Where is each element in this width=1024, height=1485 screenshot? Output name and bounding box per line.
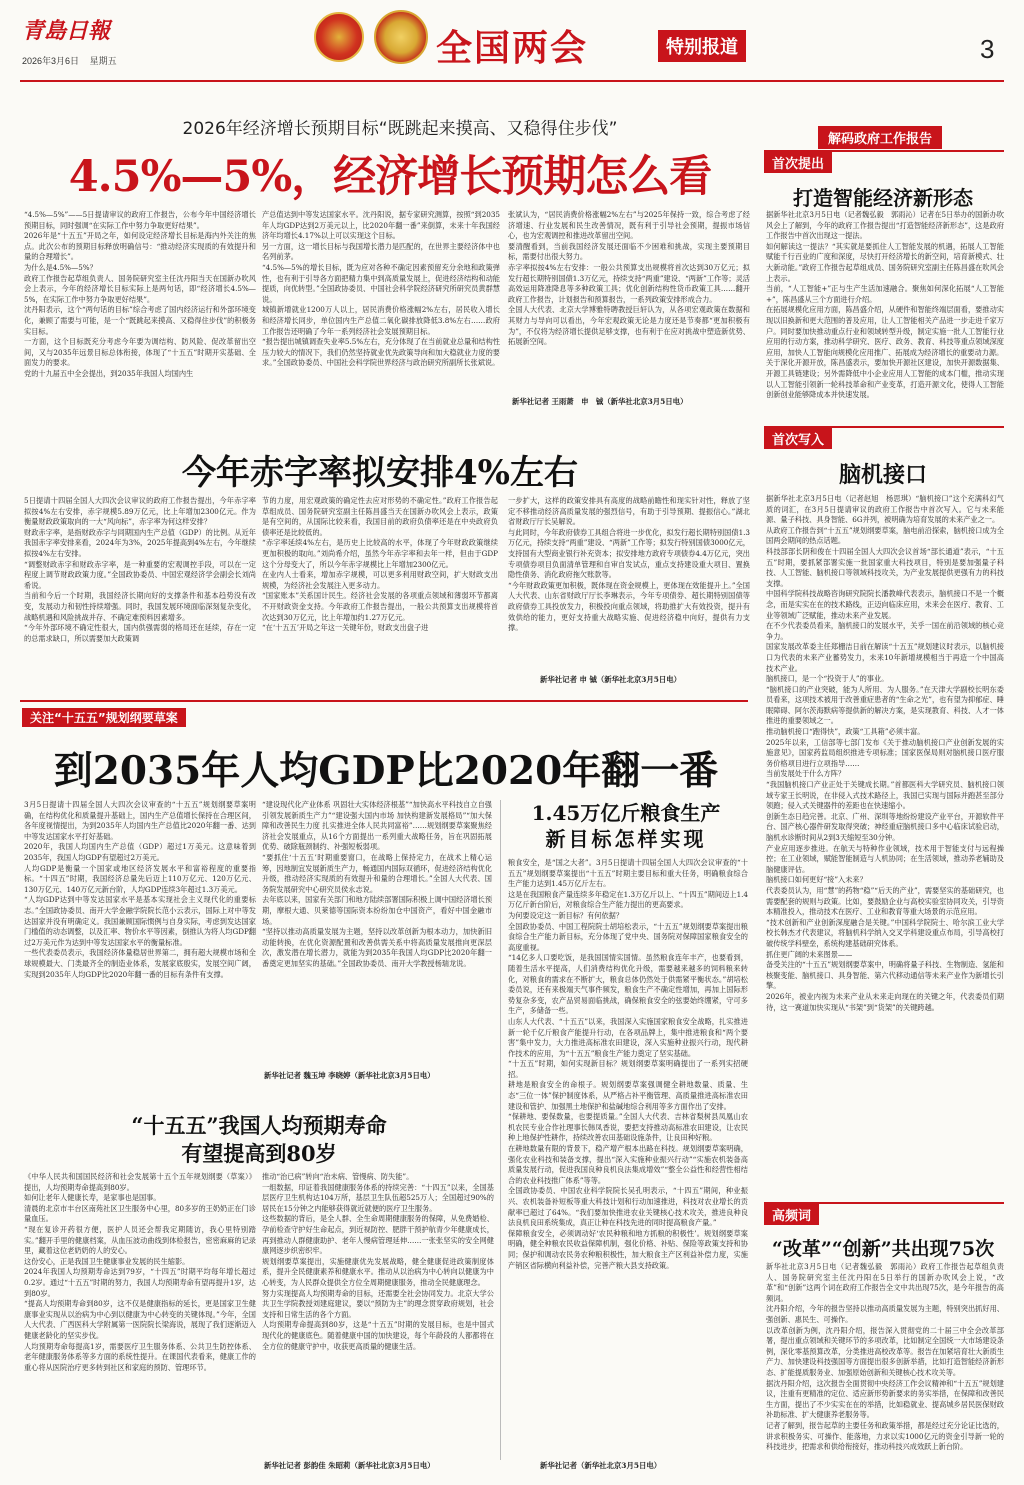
s2-tag: 首次写入 [764, 428, 832, 449]
top-story-col3-text: 张斌认为，“居民消费价格涨幅2%左右”与2025年保持一致，综合考虑了经济增速、行业发展和民生改善情况，既有利于引导社会预期，提振市场信心，也为宏观调控和推进改革留出空间。 要清醒看到，当前我国经济发展还面临不少困难和挑战，实现主要预期目标，需要付出很大努力。 赤字率拟按4%左右安排：一般公共预算支出规模将首次达到30万亿元；拟发行超长期特别国债1.3万亿元，持续支持“两重”建设、“两新”工作等；灵活高效运用降准降息等多种政策工具；优化创新结构性货币政策工具……翻开政府工作报告，计划报告和预算报告，一系列政策安排形成合力。 全国人大代表、北京大学博雅特聘教授巨轩认为，从各项宏观政策在数据和其财力与导向可以看出，今年宏观政策无论是力度还是节奏都“更加积极有为”，不仅将为经济增长提供足够支撑，也有利于在应对挑战中塑造新优势、拓展新空间。 [508, 210, 750, 347]
grain-headline [506, 800, 746, 852]
masthead [0, 0, 1024, 84]
top-story-col3 [508, 210, 750, 406]
gdp-col2 [262, 800, 492, 1066]
newspaper-logo [22, 14, 111, 44]
gdp-col1 [24, 800, 256, 1090]
s2-body [766, 494, 1004, 1190]
life-col1-text: 《中华人民共和国国民经济和社会发展第十五个五年规划纲要（草案）》提出，人均预期寿命提高到80岁。 如何让老年人健康长寿，是家事也是国事。 清晨的北京市丰台区南苑社区卫生服务中心里，80多岁的王奶奶正在门诊量血压。 “现在复诊开药很方便，医护人员还会帮我定期随访，我心里特别踏实。”翻开手里的健康档案，从血压波动曲线到体检报告，密密麻麻的记录里，藏着这位老奶奶的人的安心。 这份安心，正是我国卫生健康事业发展的民生缩影。 2024年我国人均预期寿命达到79岁，“十四五”时期平均每年增长超过0.2岁。通过“十五五”时期的努力，我国人均预期寿命有望再提升1岁，达到80岁。 “提高人均预期寿命到80岁，这不仅是健康指标的延长，更是国家卫生健康事业实现从以治病为中心到以健康为中心转变的关键体现。”今年，全国人大代表、广西医科大学附属第一医院院长梁海说，展现了我们逐渐迈入健康老龄化的坚实步伐。 人均预期寿命每提高1岁，需要医疗卫生服务体系、公共卫生防控体系、老年健康服务体系等多方面的系统性提升。在课国代表看来，健康工作的重心将从医院治疗更多转到社区和家庭的预防、管理环节。 [24, 1172, 256, 1372]
deficit-col1 [24, 496, 256, 686]
grain-divider [500, 800, 501, 1460]
s2-body-text: 据新华社北京3月5日电（记者赵旭 杨思琪）“脑机接口”这个充满科幻气质的词汇，在3月5日提请审议的政府工作报告中首次写入。它与未来能源、量子科技、具身智能、6G并列，被明确为培育发展的未来产业之一。 从政府工作报告到“十五五”规划纲要草案，脑电前沿探索，脑机接口成为全国两会期间的热点话题。 科技部部长阴和俊在十四届全国人大四次会议首场“部长通道”表示，“十五五”时期，要抓紧部署实施一批国家重大科技项目，特别是要加强量子科技、人工智能、脑机接口等领域科技攻关，为产业发展提供更强有力的科技支撑。 中国科学院科技战略咨询研究院院长潘教峰代表表示，脑机接口不是一个概念，而是实实在在的技术路线，正迈向临床应用，未来会在医疗、教育、工业等领域广泛赋能，推动未来产业发展。 在不少代表委员看来，脑机接口的发展水平，关乎一国在前沿领域的核心竞争力。 国家发展改革委主任郑栅洁日前在解读“十五五”规划建议时表示，以脑机接口为代表的未来产业蓄势发力，未来10年新增规模相当于再造一个中国高技术产业。 脑机接口，是一个“投资于人”的事业。 “脑机接口的产业突破，能为人所用、为人服务。”在天津大学副校长明东委员看来，这项技术被用于改善重症患者的“生命之光”，也有望为抑郁症、睡眠障碍、阿尔茨海默病等提供新的解决方案，是实现教育、科技、人才一体推进的重要领域之一。 推动脑机接口“跑得快”，政策“工具箱”必须丰富。 2025年以来，工信部等七部门发布《关于推动脑机接口产业创新发展的实施意见》，国家药监局组织推进专项标准；国家医保局则对脑机接口医疗服务价格项目进行立项指导…… 当前发展处于什么方阵？ “我国脑机接口产业正处于关键成长期。”首都医科大学研究员、脑机接口领域专家王长明说，在非侵入式技术路径上，我国已实现与国际并跑甚至部分领跑；侵入式关键器件的差距也在快速缩小。 创新生态日趋完善。北京、广州、深圳等地纷纷建设产业平台，开源软件平台、国产核心器件研发取得突破；神经重症脑机接口多中心临床试验启动，脑机水诊断时间从2到3天缩短至30分钟。 产业应用逐步推进。在航天与特种作业领域，技术用于智能支付与远程操控；在工业领域，赋能智能制造与人机协同；在生活领域，推动养老辅助及脑健康评估。 脑机接口如何更好“接”入未来？ 代表委员认为，用“慧”的药物“稳”“后天的产业”，需要坚实的基础研究，也需要配套的规则与政策。比如，要鼓励企业与高校实验室协同攻关，引导资本精准投入，推动技术在医疗、工业和教育等重大场景的示范应用。 “技术创新和产业创新深度融合是关键。”中国科学院院士、哈尔滨工业大学校长韩杰才代表建议，将脑机科学纳入交叉学科建设重点布局，引导高校打破传统学科壁垒，系统构建基础研究体系。 抓住更广阔的未来图景—— 备受关注的“十五五”规划纲要草案中，明确将量子科技、生物制造、氢能和核聚变能、脑机接口、具身智能、第六代移动通信等未来产业作为新增长引擎。 2026年，被业内视为未来产业从未来走向现在的关键之年，代表委员们期待，这一赛道加快实现从“书架”到“货架”的关键跨越。 [766, 494, 1004, 1012]
grain-credit: 新华社记者（新华社北京3月5日电） [540, 1461, 662, 1470]
gdp-headline: 到2035年人均GDP比2020年翻一番 [53, 748, 719, 794]
gdp-box [20, 700, 748, 704]
s3-body-text: 新华社北京3月5日电（记者魏弘毅 郭雨沁）政府工作报告起草组负责人、国务院研究室主任沈丹阳在5日举行的国新办吹风会上说，“改革”和“创新”这两个词在政府工作报告全文中共出现75次，是今年报告的高频词。 沈丹阳介绍，今年的报告坚持以推动高质量发展为主题，特别突出抓好用、强创新、惠民生、可操作。 以改革创新为例，沈丹阳介绍，报告深入贯彻党的二十届三中全会改革部署，提出重点领域和关键环节的多项改革，比如制定全国统一大市场建设条例，深化零基预算改革，分类推进高校改革等。报告在加紧培育壮大新质生产力、加快建设科技强国等方面提出很多创新举措，比如打造智能经济新形态、扩能提质服务业、加强原始创新和关键核心技术攻关等。 据沈丹阳介绍，这次报告全面贯彻中央经济工作会议精神和“十五五”规划建议，注重有更精准的定位、适应新形势新要求的务实举措，在保障和改善民生方面，提出了不少实实在在的举措，比如稳就业、提高城乡居民医保财政补助标准、扩大健康养老服务等。 记者了解到，报告起草的主要任务和政策举措，都是经过充分论证比选的，讲求积极务实、可操作、能落地，力求以实1000亿元的资金引导新一轮的科技进步，把需求和供给衔接好，推动科技兴成效跃上新台阶。 [766, 1262, 1004, 1452]
deficit-credit: 新华社记者 申 铖（新华社北京3月5日电） [540, 675, 682, 684]
national-emblem [314, 12, 364, 62]
s3-tag: 高频词 [764, 1204, 819, 1225]
deficit-col2-text: 节的力度，用宏观政策的确定性去应对形势的不确定性。”政府工作报告起草组成员、国务院研究室副主任陈昌盛当天在国新办吹风会上表示，政策是有空间的，从国际比较来看，我国目前的政府负债率还是在中央政府负债率还是比较低的。 “赤字率延续4%左右，是历史上比较高的水平，体现了今年财政政策继续更加积极的取向。”刘尚希介绍，虽然今年赤字率和去年一样，但由于GDP这个分母变大了，所以今年赤字规模比上年增加2300亿元。 在业内人士看来，增加赤字规模，可以更多利用财政空间，扩大财政支出规模，为经济社会发展注入更多动力。 “国家账本”关系国计民生。经济社会发展的各项重点领域和薄弱环节都离不开财政资金支持。今年政府工作报告提出，一般公共预算支出规模将首次达到30万亿元，比上年增加约1.27万亿元。 “在‘十五五’开局之年这一关键年份，财政支出盘子进 [262, 496, 498, 633]
top-story-credit: 新华社记者 王雨萧 申 铖（新华社北京3月5日电） [512, 397, 688, 406]
banner-tag: 特别报道 [658, 30, 746, 62]
banner-title: 全国两会 [436, 28, 589, 69]
date-text: 2026年3月6日 [22, 56, 80, 66]
grain-body [508, 858, 748, 1454]
svg-text:青島日報: 青島日報 [22, 18, 111, 44]
deficit-col1-text: 5日提请十四届全国人大四次会议审议的政府工作报告提出，今年赤字率拟按4%左右安排，赤字规模5.89万亿元，比上年增加2300亿元。作为衡量财政政策取向的一大“风向标”，赤字率为何这样安排？ 财政赤字率，是指财政赤字与同期国内生产总值（GDP）的比例。从近年我国赤字率安排来看，2024年为3%，2025年提高到4%左右，今年继续拟按4%左右安排。 “调整财政赤字和财政赤字率，是一种重要的宏观调控手段，可以在一定程度上调节财政政策力度。”全国政协委员、中国宏观经济学会副会长刘尚希说。 当前和今后一个时期，我国经济长期向好的支撑条件和基本趋势没有改变，发展动力和韧性持续增强。同时，我国发展环境面临深刻复杂变化，战略机遇和风险挑战并存、不确定难预料因素增多。 “今年外部环境不确定性很大，国内供强需弱的格局还在延续，存在一定的总需求缺口，所以需要加大政策调 [24, 496, 256, 643]
grain-headline-line1: 1.45万亿斤粮食生产 [531, 801, 721, 825]
life-col1 [24, 1172, 256, 1472]
cppcc-emblem [374, 10, 428, 64]
s3-body [766, 1262, 1004, 1474]
life-credit: 新华社记者 彭韵佳 朱昭莉（新华社北京3月5日电） [264, 1461, 435, 1470]
deficit-col3-text: 一步扩大，这样的政策安排具有高度的战略前瞻性和现实针对性，释放了坚定不移推动经济高质量发展的强烈信号，有助于引导预期、提振信心。”湖北省财政厅厅长吴解说。 与此同时，今年政府债券工具组合将进一步优化，拟发行超长期特别国债1.3万亿元，持续支持“两重”建设、“两新”工作等；拟发行特别国债3000亿元，支持国有大型商业银行补充资本；拟安排地方政府专项债券4.4万亿元，突出专项债券项目负面清单管理和自审自发试点，重点支持建设重大项目、置换隐性债务、消化政府拖欠账款等。 “今年财政政策更加积极，既体现在资金规模上，更体现在效能提升上。”全国人大代表、山东省财政厅厅长李琳表示，今年专项债券、超长期特别国债等政府债券工具投放发力，积极投向重点领域，将助推扩大有效投资，提升有效供给的能力，更好支持重大战略实施、促进经济稳中向好，提供有力支撑。 [508, 496, 750, 633]
gdp-col1-text: 3月5日提请十四届全国人大四次会议审查的“十五五”规划纲要草案明确，在结构优化和质量提升基础上，国内生产总值增长保持在合理区间，各年度视情提出，为到2035年人均国内生产总值比2020年翻一番、达到中等发达国家水平打好基础。 2020年，我国人均国内生产总值（GDP）超过1万美元。这意味着到2035年，我国人均GDP有望超过2万美元。 人均GDP是衡量一个国家或地区经济发展水平和富裕程度的重要指标。“十四五”时期，我国经济总量先后迈上110万亿元、120万亿元、130万亿元、140万亿元新台阶，人均GDP连续3年超过1.3万美元。 “人均GDP达到中等发达国家水平是基本实现社会主义现代化的重要标志。”全国政协委员、南开大学金融学院院长范小云表示，国际上对中等发达国家并没有明确定义。我国兼顾国际惯例与自身实际，考虑到发达国家门槛值的动态调整，以及汇率、物价水平等因素，倒推认为将人均GDP翻过2万美元作为达到中等发达国家水平的衡量标准。 一些代表委员表示，我国经济体量稳居世界第二，拥有超大规模市场和全球规模最大、门类最齐全的制造业体系，发展家底殷实，发展空间广阔，实现到2035年人均GDP比2020年翻一番的目标有条件有支撑。 [24, 800, 256, 979]
top-story-col2 [262, 210, 500, 410]
page-number: 3 [980, 34, 995, 64]
top-story-headline: 4.5%—5%，经济增长预期怎么看 [68, 152, 712, 202]
life-headline-line2: 有望提高到80岁 [181, 1141, 337, 1166]
life-col2 [262, 1172, 494, 1454]
top-story-col1 [24, 210, 256, 410]
s1-title: 打造智能经济新形态 [793, 186, 973, 210]
gdp-tag: 关注“十五五”规划纲要草案 [22, 708, 186, 727]
life-headline-line1: “十五五”我国人均预期寿命 [131, 1113, 387, 1138]
life-headline [24, 1112, 494, 1168]
sidebar [758, 96, 1008, 1476]
top-story-col1-text: “4.5%—5%”——5日提请审议的政府工作报告，公布今年中国经济增长预期目标，同时强调“在实际工作中努力争取更好结果”。 2026年是“十五五”开局之年，如何设定经济增长目标是海内外关注的焦点。此次公布的预期目标释放明确信号：“推动经济实现质的有效提升和量的合理增长”。 为什么是4.5%—5%？ 政府工作报告起草组负责人、国务院研究室主任沈丹阳当天在国新办吹风会上表示，今年的经济增长目标实际上是两句话，即“经济增长4.5%—5%，在实际工作中努力争取更好结果”。 沈丹阳表示，这个“两句话的目标”综合考虑了国内经济运行和外部环境变化，兼顾了需要与可能，是一个“既跳起来摸高、又稳得住步伐”的积极务实目标。 一方面，这个目标既充分考虑今年要为调结构、防风险、促改革留出空间，又与2035年远景目标总体衔接，体现了“十五五”时期开实基础、全面发力的要求。 党的十九届五中全会提出，到2035年我国人均国内生 [24, 210, 256, 378]
issue-date [22, 54, 117, 67]
gdp-credit: 新华社记者 魏玉坤 李晓婷（新华社北京3月5日电） [264, 1071, 435, 1080]
deficit-headline: 今年赤字率拟安排4%左右 [182, 453, 578, 493]
top-story-col2-text: 产总值达到中等发达国家水平。沈丹阳说，据专家研究测算，按照“到2035年人均GDP达到2万美元以上，比2020年翻一番”来倒算，未来十年我国经济年均增长4.17%以上可以实现这个目标。 另一方面，这一增长目标与我国增长潜力是匹配的，在世界主要经济体中也名列前茅。 “4.5%—5%的增长目标，既为应对各种不确定因素预留充分余地和政策弹性，也有利于引导各方面把精力集中到高质量发展上，促进经济结构和动能提质，向优转型。”全国政协委员、中国社会科学院经济研究所研究员黄群慧说。 城镇新增就业1200万人以上，居民消费价格涨幅2%左右，居民收入增长和经济增长同步，单位国内生产总值二氧化碳排放降低3.8%左右……政府工作报告还明确了今年一系列经济社会发展预期目标。 “报告提出城镇调查失业率5.5%左右，充分体现了在当前就业总量和结构性压力较大的情况下，我们仍然坚持就业优先政策导向和加大稳就业力度的要求。”全国政协委员、中国社会科学院世界经济与政治研究所副所长张斌说。 [262, 210, 500, 368]
life-col2-text: 推动“治已病”转向“治未病、管慢病、防失能”。 一组数据，印证着我国健康服务体系的持续完善：“十四五”以来，全国基层医疗卫生机构达104万所，基层卫生队伍超525万人；全国超过90%的居民在15分钟之内能够获得就近就便的医疗卫生服务。 这些数据的背后，是全人群、全生命周期健康服务的保障，从免费婚检、孕前检查守护好生命起点，到近视防控、肥胖干预护航青少年健康成长，再到推动人群健康助护、老年人慢病管理延伸……一张张坚实的安全网健康网逐步织密织牢。 规划纲要草案提出，实施健康优先发展战略，健全健康促进政策制度体系，提升全民健康素养和健康水平。推动从以治病为中心转向以健康为中心转变，为人民群众提供全方位全周期健康服务，推动全民健康理念。 努力实现提高人均预期寿命的目标，还需要全社会协同发力。北京大学公共卫生学院教授刘建庭建议，要以“预防为主”的理念贯穿政府规划，社会支持和日常生活的各个方面。 人均预期寿命提高到80岁，这是“十五五”时期的发展目标，也是中国式现代化的健康底色。随着健康中国的加快建设，每个年龄段的人都都将在全方位的健康守护中，收获更高质量的健康生活。 [262, 1172, 494, 1351]
sidebar-header: 解码政府工作报告 [818, 126, 942, 149]
s2-title: 脑机接口 [838, 462, 927, 488]
s1-body-text: 据新华社北京3月5日电（记者魏弘毅 郭雨沁）记者在5日举办的国新办吹风会上了解到，今年的政府工作报告提出“打造智能经济新形态”，这是政府工作报告中首次出现这一提法。 如何解读这一提法？“其实就是要抓住人工智能发展的机遇，拓展人工智能赋能千行百业的广度和深度，尽快打开经济增长的新空间，培育新模式、壮大新动能。”政府工作报告起草组成员、国务院研究室副主任陈昌盛在吹风会上表示。 当前，“人工智能+”正与生产生活加速融合。聚焦如何深化拓展“人工智能+”，陈昌盛从三个方面进行介绍。 在拓展规模化应用方面，陈昌盛介绍，从硬件和智能终端层面看，要推动实现以旧换新和更大范围的普及应用，让人工智能相关产品进一步走进千家万户。同时要加快推动重点行业和领域转型升级，制定实施一批人工智能行业应用的行动方案，推动科学研究、医疗、政务、教育、科技等重点领域深度应用，加快人工智能向规模化应用推广、拓展成为经济增长的重要动力源。 关于深化开源开放，陈昌盛表示，要加快开源社区建设，加快开源数据集、开源工具链建设；另外需降低中小企业应用人工智能的成本门槛，推动实现以人工智能引领新一轮科技革命和产业变革，打造开源文化，使得人工智能创新创业能够降成本并快速发展。 [766, 210, 1004, 400]
s3-title: “改革”“创新”共出现75次 [771, 1238, 995, 1260]
s1-body [766, 210, 1004, 494]
deficit-col2 [262, 496, 498, 686]
s1-tag: 首次提出 [764, 152, 832, 173]
gdp-col2-text: “建设现代化产业体系 巩固壮大实体经济根基”“加快高水平科技自立自强 引领发展新质生产力”“建设强大国内市场 加快构建新发展格局”“加大保障和改善民生力度 扎实推进全体人民共同富裕”……规划纲要草案聚焦经济社会发展重点，从16个方面提出一系列重大战略任务，旨在巩固拓展优势、破除瓶颈制约、补强短板弱项。 “要抓住‘十五五’时期重要窗口，在战略上保持定力，在战术上精心运筹，因地制宜发展新质生产力，畅通国内国际双循环，促进经济结构优化升级，推动经济实现质的有效提升和量的合理增长。”全国人大代表、国务院发展研究中心研究员侯永志说。 去年底以来，国家有关部门和地方陆续部署国际积极上调中国经济增长预期，摩根大通、贝莱德等国际资本纷纷加仓中国资产，看好中国金融市场。 “坚持以推动高质量发展为主题，坚持以改革创新为根本动力，加快新旧动能转换，在优化资源配置和改善供需关系中将高质量发展推向更深层次，激发潜在增长潜力，就能为到2035年我国人均GDP比2020年翻一番奠定更加坚实的基础。”全国政协委员、南开大学教授杨瑞龙说。 [262, 800, 493, 968]
masthead-rule [20, 80, 1004, 82]
top-story-kicker: 2026年经济增长预期目标“既跳起来摸高、又稳得住步伐” [182, 119, 618, 139]
grain-headline-line2: 新目标怎样实现 [545, 827, 707, 851]
grain-body-text: 粮食安全，是“国之大者”。3月5日提请十四届全国人大四次会议审查的“十五五”规划纲要草案提出“十五五”时期主要目标和重大任务，明确粮食综合生产能力达到1.45万亿斤左右。 这是在我国粮食产量连续多年稳定在1.3万亿斤以上、“十四五”期间迈上1.4万亿斤新台阶后，对粮食综合生产能力提出的更高要求。 为何要设定这一新目标？有何依据？ 全国政协委员、中国工程院院士胡培松表示，“十五五”规划纲要草案提出粮食综合生产能力新目标，充分体现了党中央、国务院对保障国家粮食安全的高度重视。 “14亿多人口要吃饭，是我国国情实国情。虽然粮食连年丰产，也要看到，随着生活水平提高，人们消费结构优化升级，需要越来越多的饲料粮来转化，对粮食的需求在不断扩大，粮食总体仍然处于供需紧平衡状态。”胡培松委员说，还有来极端天气事件频发，粮食生产不确定性增加，再加上国际形势复杂多变，农产品贸易面临挑战，确保粮食安全的弦要始终绷紧，守可多生产，多储备一些。 山东人大代表、“十五五”以来，我国深入实施国家粮食安全战略，扎实推进新一轮千亿斤粮食产能提升行动，在各项品牌上，集中推进粮食和“两个要害”集中发力，大力推进高标准农田建设，深入实施种业振兴行动，现代耕作技术的应用，为“十五五”粮食生产能力奠定了坚实基础。 “十五五”时期，如何实现新目标？规划纲要草案明确提出了一系列实招硬招。 耕地是粮食安全的命根子。规划纲要草案强调健全耕地数量、质量、生态“三位一体”保护制度体系，从严格占补平衡管理、高质量推进高标准农田建设和管护、加强黑土地保护和盐碱地综合利用等多方面作出了安排。 “保耕地、要保数量，也要提质量。”全国人大代表、吉林省梨树县凤凰山农机农民专业合作社理事长韩凤香说，要把支持推动高标准农田建设，让农民种上地保护性耕作，持续改善农田基础设施条件，让良田种好粮。 在耕地数量有限的背景下，稳产增产根本出路在科技。规划纲要草案明确，强化农业科技和装备支撑，提出“深入实施种业振兴行动”“实施农机装备高质量发展行动，促进我国良种良机良法集成增效”“整全公益性和经营性相结合的农业科技推广体系”等等。 全国政协委员、中国农业科学院院长吴孔明表示，“十四五”期间，种业振兴、农机装备补短板等重大科技计划和行动加速推进，科技对农业增长的贡献率已超过了64%。“我们要加快推进农业关键核心技术攻关，推进良种良法良机良田系统集成，真正让种在科技先进的同时提高粮食产量。” 保障粮食安全，必须调动好‘农民种粮和地方抓粮的积极性’。规划纲要草案明确，健全种粮农民收益保障机制，强化价格、补贴、保险等政策支持和协同；保护和调动农民务农种粮积极性，加大粮食主产区利益补偿力度，实施产销区省际横向利益补偿，完善产粮大县支持政策。 [508, 858, 748, 1270]
deficit-col3 [508, 496, 750, 672]
weekday-text: 星期五 [89, 56, 117, 66]
